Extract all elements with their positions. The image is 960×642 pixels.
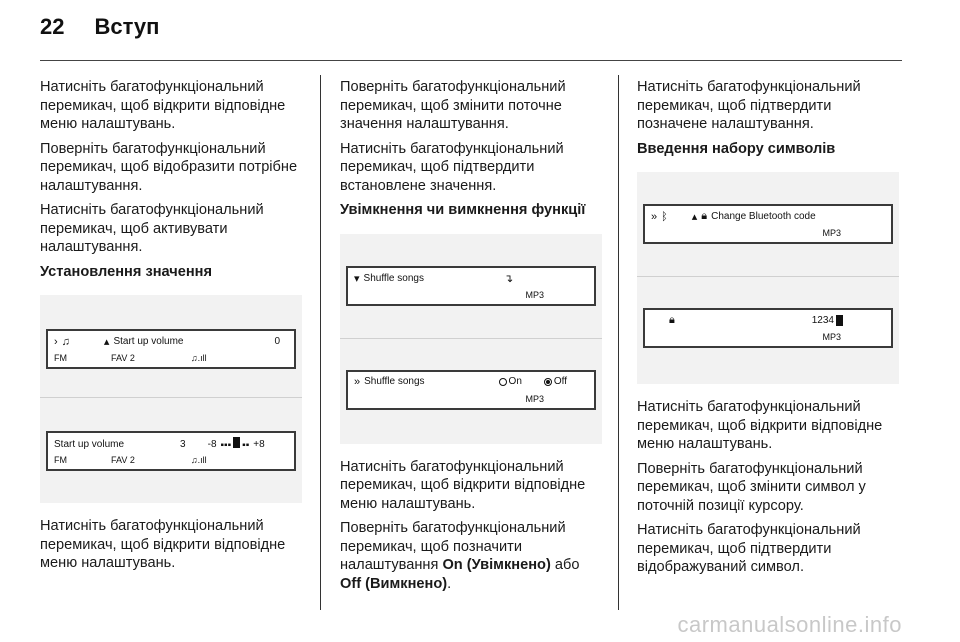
paragraph: Поверніть багатофункціональний перемикач, щоб позначити налаштування On (Увімкнено) або Off (Вимкнено). [340,520,580,592]
separator-line [40,397,302,398]
column-divider [618,75,619,610]
setting-title: Shuffle songs [363,272,424,284]
page-header [40,14,159,50]
preset-label: FAV 2 [111,353,135,363]
slider-track[interactable]: ▪▪▪ ▪▪ [221,437,250,451]
setting-title: Change Bluetooth code [711,211,816,222]
source-label: FM [54,353,67,363]
paragraph: Натисніть багатофункціональний перемикач, щоб відкрити відповідне меню налаштувань. [40,518,286,571]
paragraph: Натисніть багатофункціональний перемикач, щоб підтвердити позначене налаштування. [637,79,861,132]
paragraph: Поверніть багатофункціональний перемикач, щоб змінити символ у поточній позиції курсору. [637,460,866,514]
paragraph: Поверніть багатофункціональний перемикач, щоб відобразити потрібне налаштування. [40,140,298,194]
media-format-label: MP3 [822,332,841,342]
paragraph: Натисніть багатофункціональний перемикач, щоб відкрити відповідне меню налаштувань. [637,399,883,452]
paragraph: Поверніть багатофункціональний перемикач, щоб змінити поточне значення налаштування. [340,79,566,132]
text-cursor [836,315,843,326]
display-screen [346,266,596,306]
media-format-label: MP3 [525,289,544,300]
column-divider [320,75,321,610]
media-format-label: MP3 [822,228,841,238]
column-2 [340,78,602,599]
section-heading: Введення набору символів [637,140,836,157]
lock-icon: 🔒︎ [669,314,675,326]
setting-title: Start up volume [113,336,184,347]
arrow-up-icon: ▴ [691,211,698,223]
slider-max-label: +8 [253,438,265,450]
lock-icon: 🔒︎ [701,210,708,222]
double-chevron-right-icon: » [354,375,361,388]
display-screen [643,308,893,348]
section-heading: Установлення значення [40,263,212,280]
paragraph: Натисніть багатофункціональний перемикач, щоб підтвердити відображуваний символ. [637,522,861,575]
slider-min-label: -8 [207,438,217,450]
column-3 [637,78,899,583]
option-off-label: Off [553,376,568,387]
option-off-term: Off (Вимкнено) [340,575,448,592]
setting-title: Shuffle songs [364,376,425,387]
chevron-right-icon: › [54,335,58,348]
display-screen [46,329,296,369]
bluetooth-icon: ᛒ [661,210,668,223]
double-chevron-right-icon: » [651,210,658,223]
signal-strength-icon: ♫.ıll [190,455,207,465]
page-number: 22 [40,14,65,39]
setting-title: Start up volume [54,438,125,450]
separator-line [340,338,602,339]
column-1 [40,78,302,579]
display-screen [643,204,893,244]
preset-label: FAV 2 [111,455,135,465]
paragraph: Натисніть багатофункціональний перемикач, щоб відкрити відповідне меню налаштувань. [340,458,586,512]
page-title: Вступ [94,14,160,39]
radio-off-option[interactable] [544,378,552,386]
display-illustration [40,295,302,503]
setting-value: 3 [180,438,186,450]
setting-value: 0 [274,336,280,347]
option-on-label: On [508,376,522,387]
display-illustration [340,234,602,444]
paragraph: Натисніть багатофункціональний перемикач, щоб відкрити відповідне меню налаштувань. [40,79,286,132]
code-entry-field[interactable]: 1234 [811,315,834,326]
display-illustration [637,172,899,384]
radio-on-option[interactable] [499,378,507,386]
media-format-label: MP3 [525,393,544,404]
display-screen [346,370,596,410]
arrow-up-icon: ▴ [103,336,110,348]
header-rule [40,60,902,61]
paragraph: Натисніть багатофункціональний перемикач, щоб активувати налаштування. [40,202,264,255]
source-label: FM [54,455,67,465]
signal-strength-icon: ♫.ıll [190,353,207,363]
return-arrow-icon: ↴ [503,272,514,285]
option-on-term: On (Увімкнено) [442,557,551,573]
chevron-down-icon: ▾ [354,272,360,285]
section-heading: Увімкнення чи вимкнення функції [340,202,586,218]
watermark-text: carmanualsonline.info [677,612,902,637]
display-screen [46,431,296,471]
slider-handle[interactable] [233,437,240,448]
paragraph: Натисніть багатофункціональний перемикач, щоб підтвердити встановлене значення. [340,140,564,194]
separator-line [637,276,899,277]
music-note-icon: ♫ [61,335,70,348]
